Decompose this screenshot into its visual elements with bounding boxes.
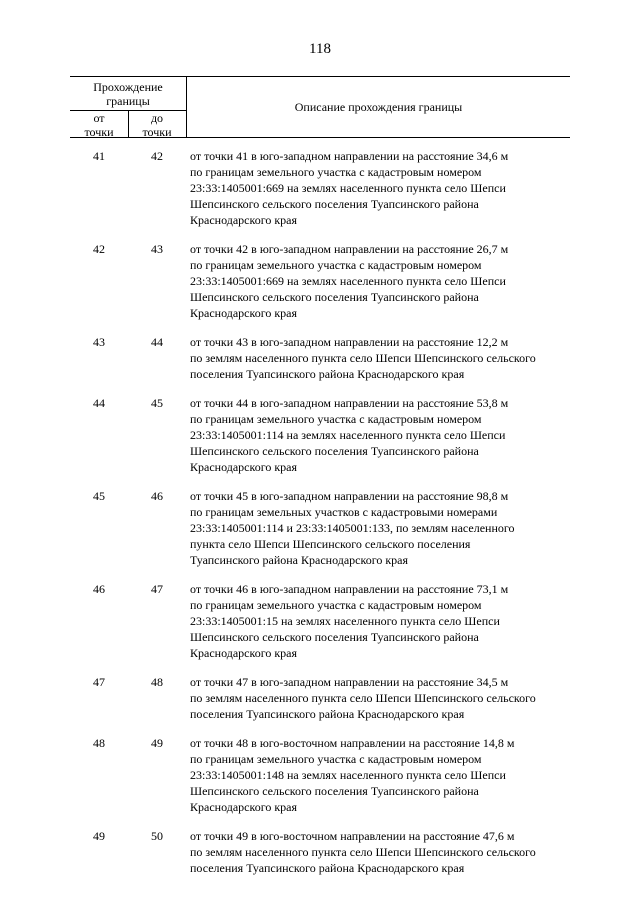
from-point: 46 xyxy=(93,582,105,596)
description-line: от точки 44 в юго-западном направлении на расстояние 53,8 м xyxy=(190,396,509,410)
boundary-description xyxy=(186,581,570,661)
description-line: Шепсинского сельского поселения Туапсинского района xyxy=(190,290,479,304)
description-line: поселения Туапсинского района Краснодарского края xyxy=(190,861,465,875)
boundary-description xyxy=(186,148,570,228)
table-row xyxy=(70,674,570,722)
description-line: по границам земельных участков с кадастровыми номерами xyxy=(190,505,498,519)
description-line: Краснодарского края xyxy=(190,306,298,320)
description-line: Краснодарского края xyxy=(190,646,298,660)
table-row xyxy=(70,148,570,228)
table-row xyxy=(70,581,570,661)
description-line: по землям населенного пункта село Шепси Шепсинского сельского xyxy=(190,691,536,705)
description-line: по границам земельного участка с кадастровым номером xyxy=(190,752,482,766)
header-to xyxy=(128,111,186,139)
table-row xyxy=(70,828,570,876)
to-point: 46 xyxy=(151,489,163,503)
boundary-description xyxy=(186,828,570,876)
from-point: 41 xyxy=(93,149,105,163)
from-point: 42 xyxy=(93,242,105,256)
description-line: Шепсинского сельского поселения Туапсинского района xyxy=(190,630,479,644)
description-line: Туапсинского района Краснодарского края xyxy=(190,553,409,567)
header-passage xyxy=(70,80,186,108)
table-row xyxy=(70,334,570,382)
header-passage-line1: Прохождение xyxy=(93,80,163,94)
to-point: 44 xyxy=(151,335,163,349)
description-line: от точки 45 в юго-западном направлении на расстояние 98,8 м xyxy=(190,489,509,503)
header-passage-line2: границы xyxy=(106,94,150,108)
page-number: 118 xyxy=(309,41,331,57)
description-line: Шепсинского сельского поселения Туапсинского района xyxy=(190,784,479,798)
description-line: по землям населенного пункта село Шепси Шепсинского сельского xyxy=(190,845,536,859)
boundary-description xyxy=(186,674,570,722)
boundary-description xyxy=(186,334,570,382)
from-point: 48 xyxy=(93,736,105,750)
description-line: пункта село Шепси Шепсинского сельского поселения xyxy=(190,537,471,551)
header-to-line1: до xyxy=(150,111,164,125)
description-line: поселения Туапсинского района Краснодарского края xyxy=(190,707,465,721)
description-line: 23:33:1405001:15 на землях населенного пункта село Шепси xyxy=(190,614,500,628)
to-point: 43 xyxy=(151,242,163,256)
table-header xyxy=(70,76,570,138)
table-row xyxy=(70,488,570,568)
description-line: от точки 41 в юго-западном направлении на расстояние 34,6 м xyxy=(190,149,509,163)
table-row xyxy=(70,735,570,815)
description-line: 23:33:1405001:148 на землях населенного пункта село Шепси xyxy=(190,768,506,782)
table-body xyxy=(70,148,570,889)
description-line: 23:33:1405001:669 на землях населенного пункта село Шепси xyxy=(190,274,506,288)
description-line: от точки 43 в юго-западном направлении на расстояние 12,2 м xyxy=(190,335,509,349)
description-line: Краснодарского края xyxy=(190,460,298,474)
from-point: 45 xyxy=(93,489,105,503)
description-line: по границам земельного участка с кадастровым номером xyxy=(190,165,482,179)
table-row xyxy=(70,395,570,475)
to-point: 50 xyxy=(151,829,163,843)
description-line: от точки 47 в юго-западном направлении на расстояние 34,5 м xyxy=(190,675,509,689)
description-line: 23:33:1405001:669 на землях населенного пункта село Шепси xyxy=(190,181,506,195)
description-line: по границам земельного участка с кадастровым номером xyxy=(190,258,482,272)
description-line: Краснодарского края xyxy=(190,213,298,227)
from-point: 47 xyxy=(93,675,105,689)
boundary-description xyxy=(186,241,570,321)
to-point: 47 xyxy=(151,582,163,596)
to-point: 45 xyxy=(151,396,163,410)
description-line: 23:33:1405001:114 на землях населенного пункта село Шепси xyxy=(190,428,506,442)
to-point: 49 xyxy=(151,736,163,750)
to-point: 42 xyxy=(151,149,163,163)
description-line: от точки 42 в юго-западном направлении на расстояние 26,7 м xyxy=(190,242,509,256)
to-point: 48 xyxy=(151,675,163,689)
from-point: 49 xyxy=(93,829,105,843)
description-line: Шепсинского сельского поселения Туапсинского района xyxy=(190,197,479,211)
table-row xyxy=(70,241,570,321)
header-from-line1: от xyxy=(93,111,105,125)
from-point: 44 xyxy=(93,396,105,410)
description-line: по землям населенного пункта село Шепси Шепсинского сельского xyxy=(190,351,536,365)
header-from-line2: точки xyxy=(84,125,114,139)
description-line: от точки 46 в юго-западном направлении на расстояние 73,1 м xyxy=(190,582,509,596)
header-from xyxy=(70,111,128,139)
description-line: 23:33:1405001:114 и 23:33:1405001:133, по землям населенного xyxy=(190,521,515,535)
description-line: поселения Туапсинского района Краснодарского края xyxy=(190,367,465,381)
description-line: Шепсинского сельского поселения Туапсинского района xyxy=(190,444,479,458)
description-line: по границам земельного участка с кадастровым номером xyxy=(190,412,482,426)
description-line: по границам земельного участка с кадастровым номером xyxy=(190,598,482,612)
description-line: от точки 48 в юго-восточном направлении на расстояние 14,8 м xyxy=(190,736,515,750)
from-point: 43 xyxy=(93,335,105,349)
description-line: от точки 49 в юго-восточном направлении на расстояние 47,6 м xyxy=(190,829,515,843)
boundary-description xyxy=(186,395,570,475)
description-line: Краснодарского края xyxy=(190,800,298,814)
boundary-description xyxy=(186,735,570,815)
header-description: Описание прохождения границы xyxy=(294,100,463,114)
header-to-line2: точки xyxy=(142,125,172,139)
boundary-description xyxy=(186,488,570,568)
